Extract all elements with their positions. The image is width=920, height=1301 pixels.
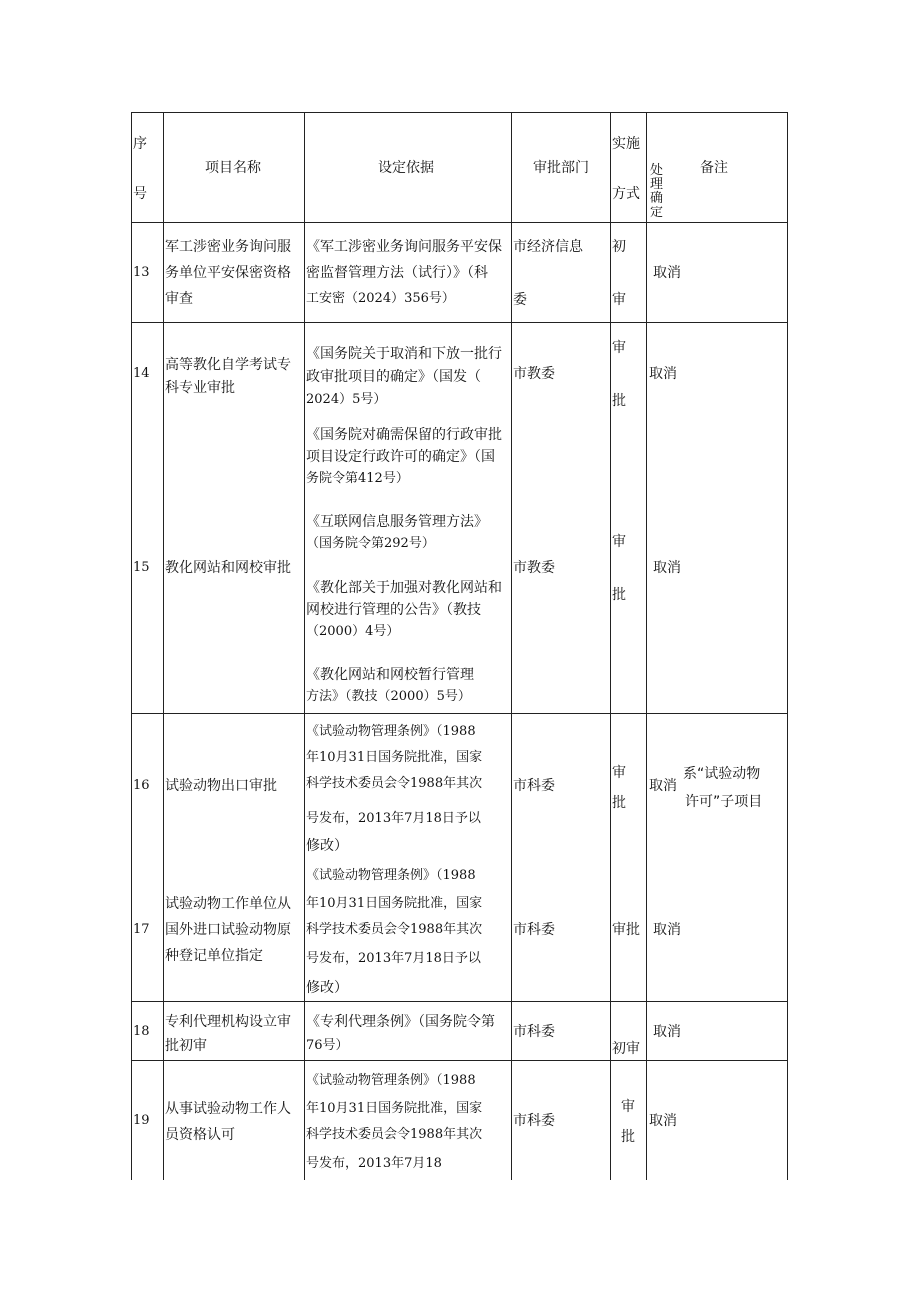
row-method: 批	[612, 795, 626, 811]
row-name: 科专业审批	[165, 380, 235, 396]
row-basis: 项目设定行政许可的确定》（国	[306, 449, 495, 465]
col-border	[610, 112, 611, 1180]
row-basis: 《教化网站和网校暂行管理	[306, 667, 474, 683]
row-divider	[131, 222, 788, 223]
row-dept: 市科委	[513, 922, 555, 938]
row-seq: 19	[133, 1113, 150, 1128]
row-dept: 市科委	[513, 1113, 555, 1129]
header-handle-4: 定	[650, 206, 664, 219]
row-dept: 市科委	[513, 1024, 555, 1040]
row-basis: 《试验动物管理条例》（1988	[306, 724, 476, 739]
row-method: 审	[612, 292, 626, 308]
header-method-1: 实施	[612, 136, 640, 152]
row-basis: 科学技术委员会令1988年其次	[306, 1127, 483, 1142]
row-dept: 市经济信息	[513, 239, 583, 255]
row-divider	[131, 1060, 788, 1061]
row-handle: 取消	[649, 778, 677, 794]
row-basis: （2000）4号）	[306, 624, 400, 639]
row-basis: （国务院令第292号）	[306, 536, 435, 551]
header-basis: 设定依据	[378, 160, 434, 176]
row-name: 军工涉密业务询问服	[165, 239, 291, 255]
row-handle: 取消	[649, 366, 677, 382]
row-seq: 15	[133, 560, 150, 575]
header-remark: 备注	[700, 160, 728, 176]
row-basis: 科学技术委员会令1988年其次	[306, 776, 483, 791]
row-name: 务单位平安保密资格	[165, 265, 291, 281]
row-dept: 市教委	[513, 366, 555, 382]
row-basis: 密监督管理方法（试行）》（科	[306, 265, 488, 281]
row-basis: 2024）5号）	[306, 392, 387, 407]
row-method: 批	[612, 587, 626, 603]
col-border	[787, 112, 788, 1180]
row-method: 审批	[612, 922, 640, 938]
row-basis: 务院令第412号）	[306, 471, 409, 486]
header-name: 项目名称	[205, 160, 261, 176]
header-handle-3: 确	[650, 191, 664, 206]
row-method: 审	[612, 340, 626, 356]
row-handle: 取消	[653, 265, 681, 281]
row-method: 审	[612, 765, 626, 781]
row-remark: 许可”子项目	[685, 794, 763, 810]
col-border	[304, 112, 305, 1180]
row-handle: 取消	[653, 560, 681, 576]
header-seq-1: 序	[133, 136, 147, 152]
row-dept: 市教委	[513, 560, 555, 576]
row-name: 高等教化自学考试专	[165, 357, 291, 373]
row-name: 员资格认可	[165, 1127, 235, 1143]
row-name: 批初审	[165, 1038, 207, 1054]
row-method: 批	[621, 1129, 635, 1145]
row-basis: 工安密（2024）356号）	[306, 291, 455, 306]
row-handle: 取消	[653, 922, 681, 938]
row-basis: 科学技术委员会令1988年其次	[306, 922, 483, 937]
row-handle: 取消	[649, 1113, 677, 1129]
row-basis: 年10月31日国务院批准，国家	[306, 1101, 483, 1116]
row-basis: 修改）	[306, 980, 348, 996]
row-basis: 号发布，2013年7月18日予以	[306, 811, 481, 826]
row-method: 批	[612, 393, 626, 409]
row-basis: 年10月31日国务院批准，国家	[306, 750, 483, 765]
row-basis: 《军工涉密业务询问服务平安保	[306, 239, 502, 255]
header-handle-2: 理	[650, 177, 664, 192]
row-basis: 《互联网信息服务管理方法》	[306, 514, 488, 530]
header-dept: 审批部门	[533, 160, 589, 176]
row-basis: 《国务院对确需保留的行政审批	[306, 427, 502, 443]
row-name: 种登记单位指定	[165, 948, 263, 964]
row-method: 审	[621, 1099, 635, 1115]
row-dept: 委	[513, 292, 527, 308]
row-name: 审查	[165, 291, 193, 307]
row-basis: 号发布，2013年7月18日予以	[306, 951, 481, 966]
row-divider	[131, 322, 788, 323]
row-method: 审	[612, 534, 626, 550]
row-basis: 《国务院关于取消和下放一批行	[306, 346, 502, 362]
row-name: 试验动物工作单位从	[165, 896, 291, 912]
col-border	[163, 112, 164, 1180]
row-name: 国外进口试验动物原	[165, 922, 291, 938]
row-divider	[131, 713, 788, 714]
row-basis: 《教化部关于加强对教化网站和	[306, 580, 502, 596]
row-basis: 年10月31日国务院批准，国家	[306, 896, 483, 911]
row-name: 试验动物出口审批	[165, 778, 277, 794]
row-remark: 系“试验动物	[683, 766, 761, 782]
col-border	[511, 112, 512, 1180]
row-basis: 网校进行管理的公告》（教技	[306, 602, 481, 618]
row-basis: 《试验动物管理条例》（1988	[306, 1073, 476, 1088]
row-basis: 政审批项目的确定》（国发（	[306, 369, 481, 385]
row-seq: 14	[133, 366, 150, 381]
row-name: 专利代理机构设立审	[165, 1014, 291, 1030]
row-name: 从事试验动物工作人	[165, 1101, 291, 1117]
row-divider	[131, 1001, 788, 1002]
row-seq: 17	[133, 922, 150, 937]
row-method: 初审	[612, 1041, 640, 1057]
row-seq: 18	[133, 1024, 150, 1039]
row-basis: 76号）	[306, 1038, 349, 1053]
row-basis: 修改）	[306, 838, 348, 854]
table-border-top	[131, 112, 788, 113]
row-seq: 16	[133, 778, 150, 793]
col-border	[131, 112, 132, 1180]
row-basis: 《试验动物管理条例》（1988	[306, 868, 476, 883]
col-border	[646, 112, 647, 1180]
row-basis: 号发布，2013年7月18	[306, 1156, 442, 1171]
row-basis: 《专利代理条例》（国务院令第	[306, 1014, 495, 1030]
header-method-2: 方式	[612, 186, 640, 202]
header-handle-1: 处	[650, 163, 664, 178]
row-name: 教化网站和网校审批	[165, 560, 291, 576]
row-handle: 取消	[653, 1024, 681, 1040]
row-method: 初	[612, 239, 626, 255]
header-seq-2: 号	[133, 186, 147, 202]
row-basis: 方法》（教技（2000）5号）	[306, 689, 471, 704]
row-seq: 13	[133, 265, 150, 280]
row-dept: 市科委	[513, 778, 555, 794]
